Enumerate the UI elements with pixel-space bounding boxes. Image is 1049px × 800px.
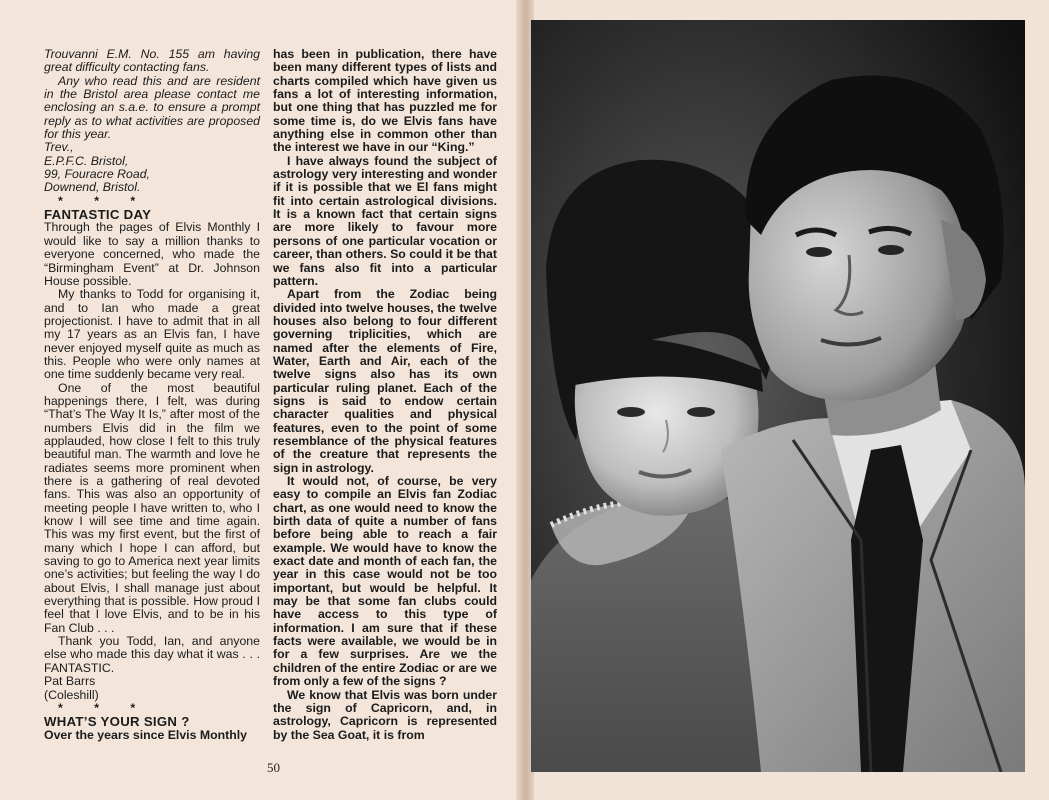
text-column-left — [44, 48, 260, 742]
paragraph: Thank you Todd, Ian, and anyone else who made this day what it was . . . FANTASTIC. — [44, 634, 260, 675]
text-column-right — [273, 48, 497, 742]
paragraph: One of the most beautiful happenings there, I felt, was during “That’s The Way It Is,” after most of the numbers Elvis did in the film we applauded, how close I felt to this truly beautiful man. The warmth and love he radiates seems more prominent when there is a gathering of real devoted fans. This was also an opportunity of meeting people I have written to, who I know I will see time and time again. This was my first event, but the first of many which I hope I can afford, but saving to go to America next year limits one’s activities; but feeling the way I do about Elvis, I shall manage just about everything that is possible. How proud I feel that I love Elvis, and to be in his Fan Club . . . — [44, 380, 260, 635]
paragraph: 99, Fouracre Road, — [44, 167, 150, 182]
paragraph: has been in publication, there have been many different types of lists and charts compiled which have given us fans a lot of interesting information, but one thing that has puzzled me for some time is, do we Elvis fans have anything else in common other than the interest we have in our “King.” — [273, 47, 497, 155]
paragraph: Apart from the Zodiac being divided into twelve houses, the twelve houses also belong to four different governing triplicities, which are named after the elements of Fire, Water, Earth and Air, each of the twelve signs also has its own particular ruling planet. Each of the signs is said to endow certain character qualities and physical features, even to the point of some resemblance of the physical features of the creature that represents the sign in astrology. — [273, 287, 497, 475]
paragraph: Trev., — [44, 140, 74, 155]
paragraph: Through the pages of Elvis Monthly I would like to say a million thanks to everyone concerned, who made the “Birmingham Event” at Dr. Johnson House possible. — [44, 220, 260, 288]
portrait-photo — [531, 20, 1025, 772]
paragraph: I have always found the subject of astrology very interesting and wonder if it is possible that we El fans might fit into certain astrological divisions. It is a known fact that certain signs are more likely to favour more persons of one particular vocation or career, than others. So could it be that we fans also fit into a particular pattern. — [273, 153, 497, 288]
left-page — [0, 0, 524, 800]
paragraph: We know that Elvis was born under the sign of Capricorn, and, in astrology, Capricorn is represented by the Sea Goat, it is from — [273, 687, 497, 742]
paragraph: Trouvanni E.M. No. 155 am having great difficulty contacting fans. — [44, 47, 260, 75]
paragraph: Pat Barrs — [44, 674, 96, 689]
section-divider: * * * — [58, 193, 150, 208]
photo-illustration — [531, 20, 1025, 772]
paragraph: Any who read this and are resident in the Bristol area please contact me enclosing an s.a.e. to ensure a prompt reply as to what activities are proposed for this year. — [44, 73, 260, 142]
paragraph: E.P.F.C. Bristol, — [44, 153, 129, 168]
paragraph: Over the years since Elvis Monthly — [44, 727, 247, 742]
paragraph: Downend, Bristol. — [44, 180, 141, 195]
paragraph: (Coleshill) — [44, 687, 99, 702]
paragraph: It would not, of course, be very easy to compile an Elvis fan Zodiac chart, as one would need to know the birth data of quite a number of fans before being able to reach a fair example. We would have to know the exact date and month of each fan, the year in this case would not be too important, but would be helpful. It may be that some fan clubs could have access to this type of information. I am sure that if these facts were available, we would be in for a few surprises. Are we the children of the entire Zodiac or are we from only a few of the signs ? — [273, 474, 497, 689]
section-divider: * * * — [58, 700, 150, 715]
section-heading: WHAT’S YOUR SIGN ? — [44, 714, 190, 730]
section-heading: FANTASTIC DAY — [44, 207, 152, 223]
paragraph: My thanks to Todd for organising it, and to Ian who made a great projectionist. I have to admit that in all my 17 years as an Elvis fan, I have never enjoyed myself quite as much as this. People who were only names at one time suddenly became very real. — [44, 287, 260, 382]
page-number: 50 — [267, 760, 280, 775]
